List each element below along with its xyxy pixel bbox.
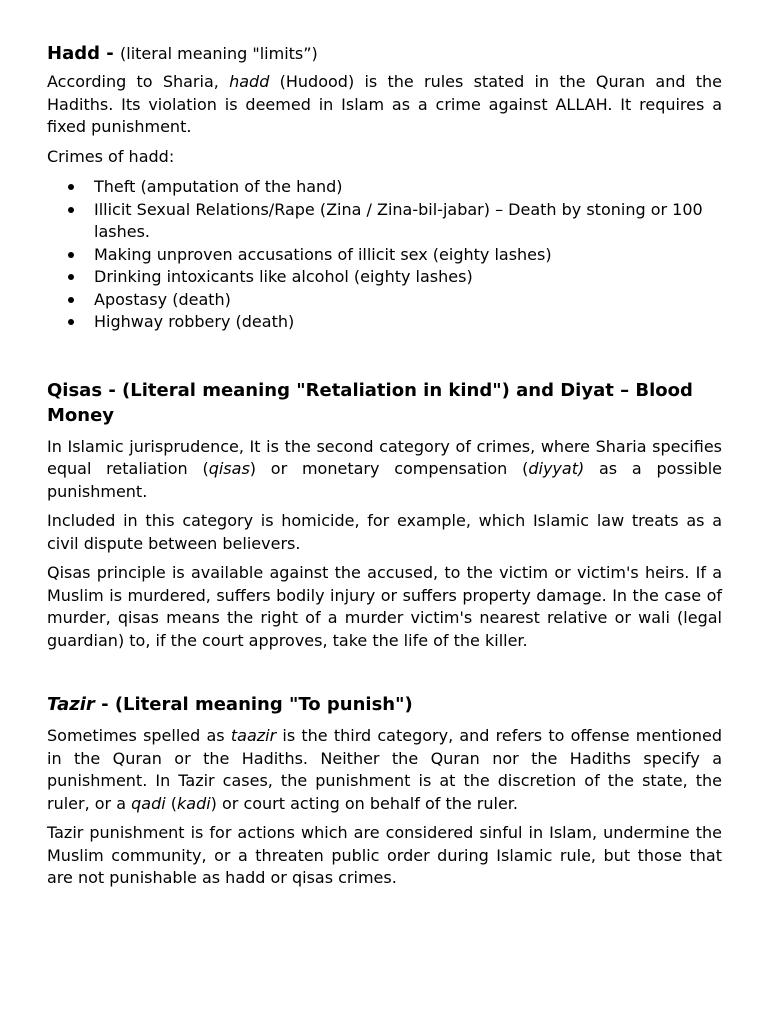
list-item [47, 289, 722, 312]
bullet-icon [68, 252, 74, 258]
list-item [47, 199, 722, 244]
list-item-text: Theft (amputation of the hand) [94, 177, 343, 196]
taazir-term: taazir [230, 726, 277, 745]
qisas-term: qisas [208, 459, 250, 478]
qisas-para1-text-c: as a possible punishment. [47, 459, 723, 501]
hadd-heading [47, 42, 722, 66]
list-item-text: Highway robbery (death) [94, 312, 295, 331]
bullet-icon [68, 207, 74, 213]
list-item-text: Making unproven accusations of illicit sex (eighty lashes) [94, 244, 552, 264]
qisas-para1-text-a: In Islamic jurisprudence, It is the second category of crimes, where Sharia specifies equal retaliation ( [47, 436, 722, 478]
bullet-icon [68, 319, 74, 325]
qisas-para1-text-b: ) or monetary compensation ( [249, 459, 529, 478]
tazir-title-rest: - (Literal meaning "To punish") [94, 694, 413, 715]
hadd-paragraph [47, 71, 722, 139]
qisas-paragraph-3: Qisas principle is available against the accused, to the victim or victim's heirs. If a Muslim is murdered, suffers bodily injury or suffers property damage. In the case of murder, qisas means the right of a murder victim's nearest relative or wali (legal guardian) to, if the court approves, take the life of the killer. [47, 563, 722, 650]
diyyat-term: diyyat) [528, 459, 585, 478]
tazir-para1-text-c: ( [165, 793, 177, 813]
qisas-paragraph-1 [47, 436, 722, 504]
qisas-paragraph-2: Included in this category is homicide, for example, which Islamic law treats as a civil dispute between believers. [47, 511, 722, 553]
bullet-icon [68, 297, 74, 303]
qisas-heading: Qisas - (Literal meaning "Retaliation in kind") and Diyat – Blood Money [47, 379, 693, 426]
hadd-term: hadd [229, 72, 270, 91]
tazir-para1-text-d: ) or court acting on behalf of the ruler. [210, 793, 518, 813]
list-item [47, 244, 722, 267]
tazir-paragraph-2: Tazir punishment is for actions which are considered sinful in Islam, undermine the Muslim community, or a threaten public order during Islamic rule, but those that are not punishable as hadd or qisas crimes. [47, 823, 722, 887]
tazir-heading [47, 692, 722, 717]
list-item [47, 266, 722, 289]
hadd-section [47, 42, 722, 334]
tazir-para1-text-b: is the third category, and refers to offense mentioned in the Quran or the Hadiths. Neither the Quran nor the Hadiths specify a punishment. In Tazir cases, the punishment is at the discretion of the state, the ruler, or a [47, 726, 723, 813]
hadd-para-text-a: According to Sharia, [47, 72, 219, 91]
list-item-text: Drinking intoxicants like alcohol (eighty lashes) [94, 267, 473, 286]
crimes-list [47, 176, 722, 334]
kadi-term: kadi [177, 793, 211, 813]
qisas-section [47, 378, 722, 653]
hadd-title: Hadd - [47, 43, 114, 64]
tazir-para1-text-a: Sometimes spelled as [47, 726, 231, 745]
list-item [47, 311, 722, 334]
bullet-icon [68, 184, 74, 190]
list-item-text: Illicit Sexual Relations/Rape (Zina / Zina-bil-jabar) – Death by stoning or 100 lashes. [94, 199, 703, 241]
tazir-title-term: Tazir [47, 694, 95, 715]
hadd-para-text-b: (Hudood) is the rules stated in the Quran and the Hadiths. Its violation is deemed in Islam as a crime against ALLAH. It requires a fixed punishment. [47, 72, 723, 136]
tazir-section [47, 692, 722, 890]
hadd-subtitle: (literal meaning "limits”) [120, 44, 318, 63]
crimes-intro: Crimes of hadd: [47, 146, 175, 166]
list-item [47, 176, 722, 199]
qadi-term: qadi [131, 793, 166, 813]
bullet-icon [68, 274, 74, 280]
list-item-text: Apostasy (death) [94, 289, 231, 309]
tazir-paragraph-1 [47, 725, 722, 815]
